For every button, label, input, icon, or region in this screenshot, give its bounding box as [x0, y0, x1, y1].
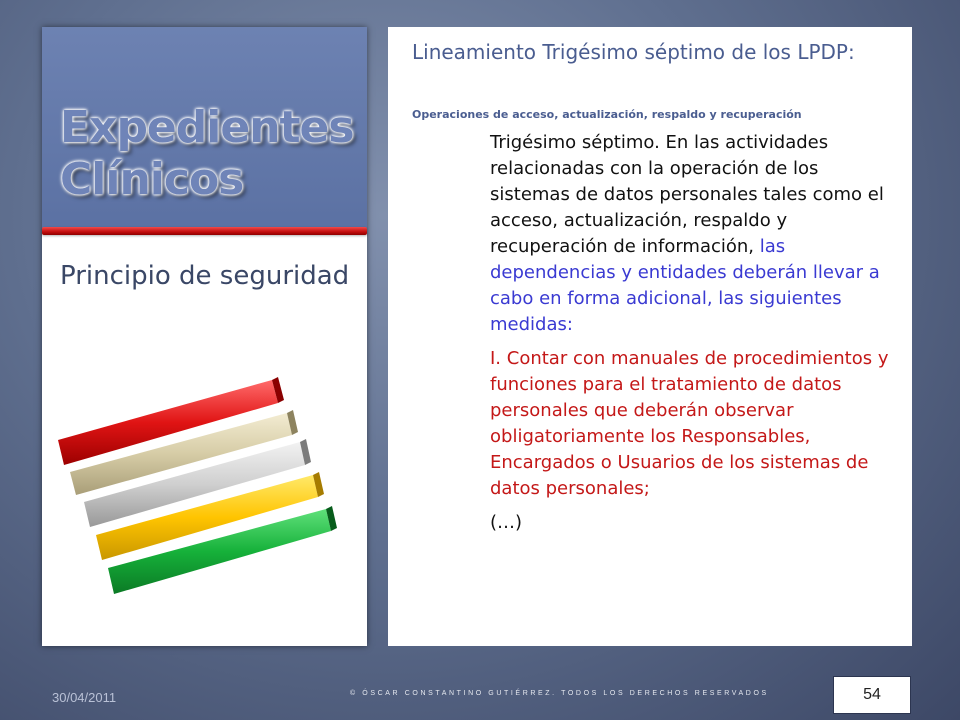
paragraph-trigesimo [490, 130, 900, 338]
slide-subtitle: Principio de seguridad [60, 261, 350, 291]
paragraph-intro: Trigésimo séptimo. En las actividades relacionadas con la operación de los sistemas de datos personales tales como el acceso, actualización, respaldo y recuperación de información, [490, 132, 884, 257]
paragraph-item-i: I. Contar con manuales de procedimientos y funciones para el tratamiento de datos personales que deberán observar obligatoriamente los Responsables, Encargados o Usuarios de los sistemas de datos personales; [490, 348, 889, 499]
page-number: 54 [833, 676, 911, 714]
title-line-2: Clínicos [60, 154, 244, 205]
stacked-bars-graphic [42, 27, 367, 646]
body-text [490, 130, 900, 544]
title-panel [42, 27, 367, 646]
paragraph-measures: las dependencias y entidades deberán llevar a cabo en forma adicional, las siguientes medidas: [490, 236, 880, 335]
content-heading: Lineamiento Trigésimo séptimo de los LPDP: [412, 40, 855, 64]
content-panel [388, 27, 912, 646]
paragraph-ellipsis: (…) [490, 512, 523, 533]
footer-date: 30/04/2011 [52, 690, 117, 705]
content-subheading: Operaciones de acceso, actualización, respaldo y recuperación [412, 108, 802, 121]
footer-copyright: © ÓSCAR CONSTANTINO GUTIÉRREZ. TODOS LOS DERECHOS RESERVADOS [350, 690, 769, 697]
title-line-1: Expedientes [60, 102, 354, 153]
